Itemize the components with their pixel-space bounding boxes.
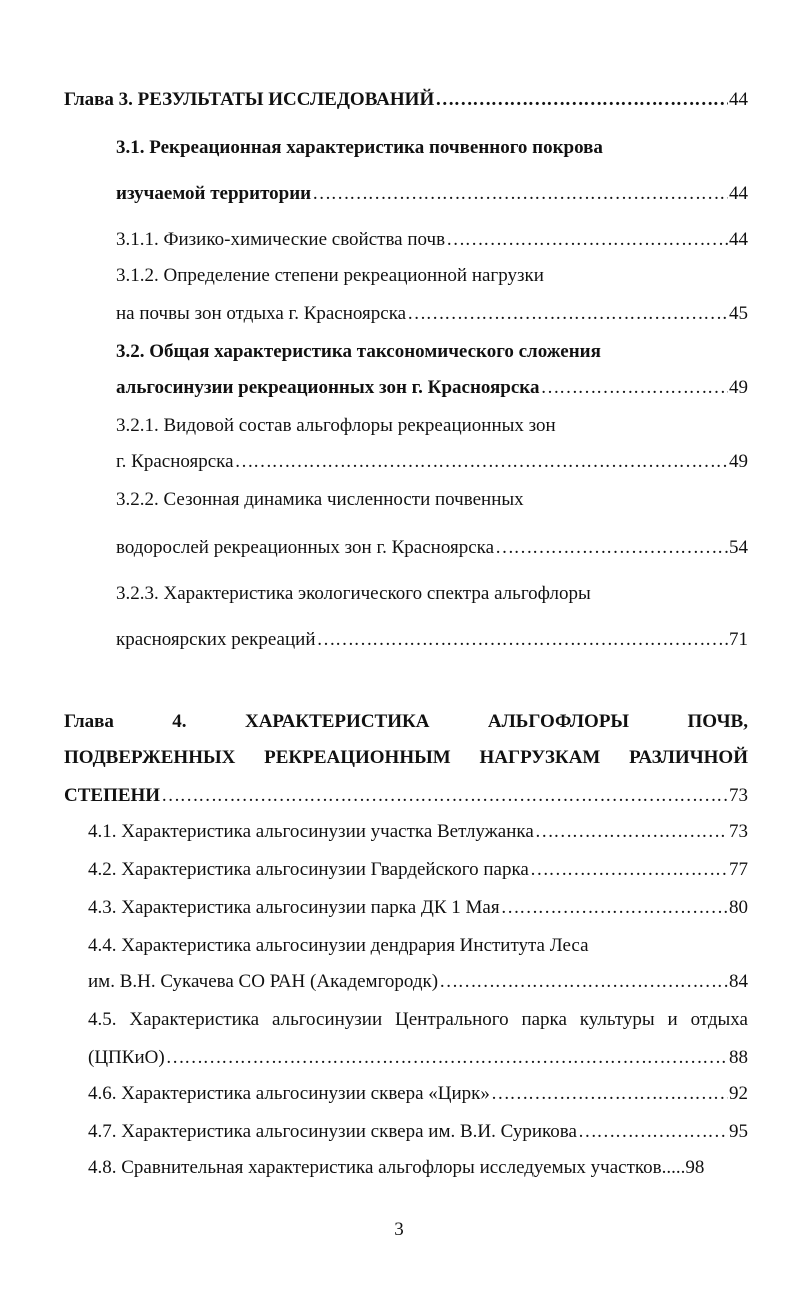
toc-s42-text: 4.2. Характеристика альгосинузии Гвардейского парка xyxy=(88,859,529,880)
toc-ch3-page: 44 xyxy=(729,89,748,110)
toc-s47-page: 95 xyxy=(729,1121,748,1142)
toc-s45-line2-text: (ЦПКиО) xyxy=(88,1047,165,1068)
toc-s45-line1 xyxy=(88,1008,748,1032)
toc-s311 xyxy=(116,228,748,252)
toc-ch4-line3-text: СТЕПЕНИ xyxy=(64,785,161,806)
toc-s43 xyxy=(88,896,748,920)
toc-ch4-word: ХАРАКТЕРИСТИКА xyxy=(244,711,430,732)
toc-s45-word: отдыха xyxy=(690,1009,748,1030)
toc-s321-page: 49 xyxy=(729,451,748,472)
toc-s47 xyxy=(88,1120,748,1144)
toc-s45-word: альгосинузии xyxy=(271,1009,383,1030)
toc-s44-line2-text: им. В.Н. Сукачева СО РАН (Академгородк) xyxy=(88,971,439,992)
toc-s44-page: 84 xyxy=(729,971,748,992)
toc-s323-page: 71 xyxy=(729,629,748,650)
toc-s45-word: Характеристика xyxy=(129,1009,260,1030)
toc-ch4-word: РАЗЛИЧНОЙ xyxy=(629,747,748,768)
toc-s45-line2 xyxy=(88,1046,748,1070)
toc-ch4-line2 xyxy=(64,746,748,770)
toc-s31-page: 44 xyxy=(729,183,748,204)
toc-ch4-word: РЕКРЕАЦИОННЫМ xyxy=(264,747,451,768)
toc-s41-text: 4.1. Характеристика альгосинузии участка Ветлужанка xyxy=(88,821,534,842)
toc-s46 xyxy=(88,1082,748,1106)
toc-s41 xyxy=(88,820,748,844)
toc-s32-line2-text: альгосинузии рекреационных зон г. Красноярска xyxy=(116,377,540,398)
toc-s312-line2 xyxy=(116,302,748,326)
toc-s311-page: 44 xyxy=(729,229,748,250)
toc-s322-line2-text: водорослей рекреационных зон г. Красноярска xyxy=(116,537,495,558)
toc-s323-line2 xyxy=(116,628,748,652)
toc-s46-page: 92 xyxy=(729,1083,748,1104)
toc-s45-word: культуры xyxy=(579,1009,655,1030)
toc-s312-line2-text: на почвы зон отдыха г. Красноярска xyxy=(116,303,407,324)
toc-s321-line1: 3.2.1. Видовой состав альгофлоры рекреационных зон xyxy=(116,415,556,436)
toc-s45-page: 88 xyxy=(729,1047,748,1068)
toc-s323-line1: 3.2.3. Характеристика экологического спектра альгофлоры xyxy=(116,583,591,604)
toc-s321-line2-text: г. Красноярска xyxy=(116,451,234,472)
toc-s44-line2 xyxy=(88,970,748,994)
toc-s322-line1: 3.2.2. Сезонная динамика численности почвенных xyxy=(116,489,524,510)
toc-s47-text: 4.7. Характеристика альгосинузии сквера им. В.И. Сурикова xyxy=(88,1121,577,1142)
toc-ch3-title xyxy=(64,88,748,112)
toc-s31-line1: 3.1. Рекреационная характеристика почвенного покрова xyxy=(116,137,603,158)
toc-ch4-page: 73 xyxy=(729,785,748,806)
toc-ch4-line3 xyxy=(64,784,748,808)
toc-ch4-word: АЛЬГОФЛОРЫ xyxy=(487,711,630,732)
toc-ch4-word: Глава xyxy=(64,711,114,732)
toc-s43-text: 4.3. Характеристика альгосинузии парка ДК 1 Мая xyxy=(88,897,500,918)
toc-s48: 4.8. Сравнительная характеристика альгофлоры исследуемых участков.....98 xyxy=(88,1157,705,1178)
toc-s43-page: 80 xyxy=(729,897,748,918)
toc-ch4-word: ПОЧВ, xyxy=(687,711,748,732)
toc-ch4-line1 xyxy=(64,710,748,734)
toc-ch4-word: ПОДВЕРЖЕННЫХ xyxy=(64,747,236,768)
toc-s31-line2 xyxy=(116,182,748,206)
toc-ch4-word: 4. xyxy=(172,711,187,732)
toc-s322-line2 xyxy=(116,536,748,560)
toc-s45-word: парка xyxy=(521,1009,567,1030)
toc-s42 xyxy=(88,858,748,882)
toc-s45-word: Центрального xyxy=(395,1009,509,1030)
toc-s32-line2 xyxy=(116,376,748,400)
toc-s312-page: 45 xyxy=(729,303,748,324)
toc-s44-line1: 4.4. Характеристика альгосинузии дендрария Института Леса xyxy=(88,935,589,956)
toc-s321-line2 xyxy=(116,450,748,474)
toc-s45-word: и xyxy=(667,1009,678,1030)
toc-s32-page: 49 xyxy=(729,377,748,398)
toc-s46-text: 4.6. Характеристика альгосинузии сквера «Цирк» xyxy=(88,1083,490,1104)
toc-s323-line2-text: красноярских рекреаций xyxy=(116,629,316,650)
toc-ch4-word: НАГРУЗКАМ xyxy=(479,747,601,768)
toc-s42-page: 77 xyxy=(729,859,748,880)
toc-s322-page: 54 xyxy=(729,537,748,558)
toc-s31-line2-text: изучаемой территории xyxy=(116,183,312,204)
toc-s311-text: 3.1.1. Физико-химические свойства почв xyxy=(116,229,446,250)
page-number: 3 xyxy=(394,1219,404,1240)
toc-s41-page: 73 xyxy=(729,821,748,842)
toc-s32-line1: 3.2. Общая характеристика таксономического сложения xyxy=(116,341,601,362)
toc-s312-line1: 3.1.2. Определение степени рекреационной нагрузки xyxy=(116,265,544,286)
toc-s45-word: 4.5. xyxy=(88,1009,117,1030)
toc-ch3-title-text: Глава 3. РЕЗУЛЬТАТЫ ИССЛЕДОВАНИЙ xyxy=(64,89,435,110)
